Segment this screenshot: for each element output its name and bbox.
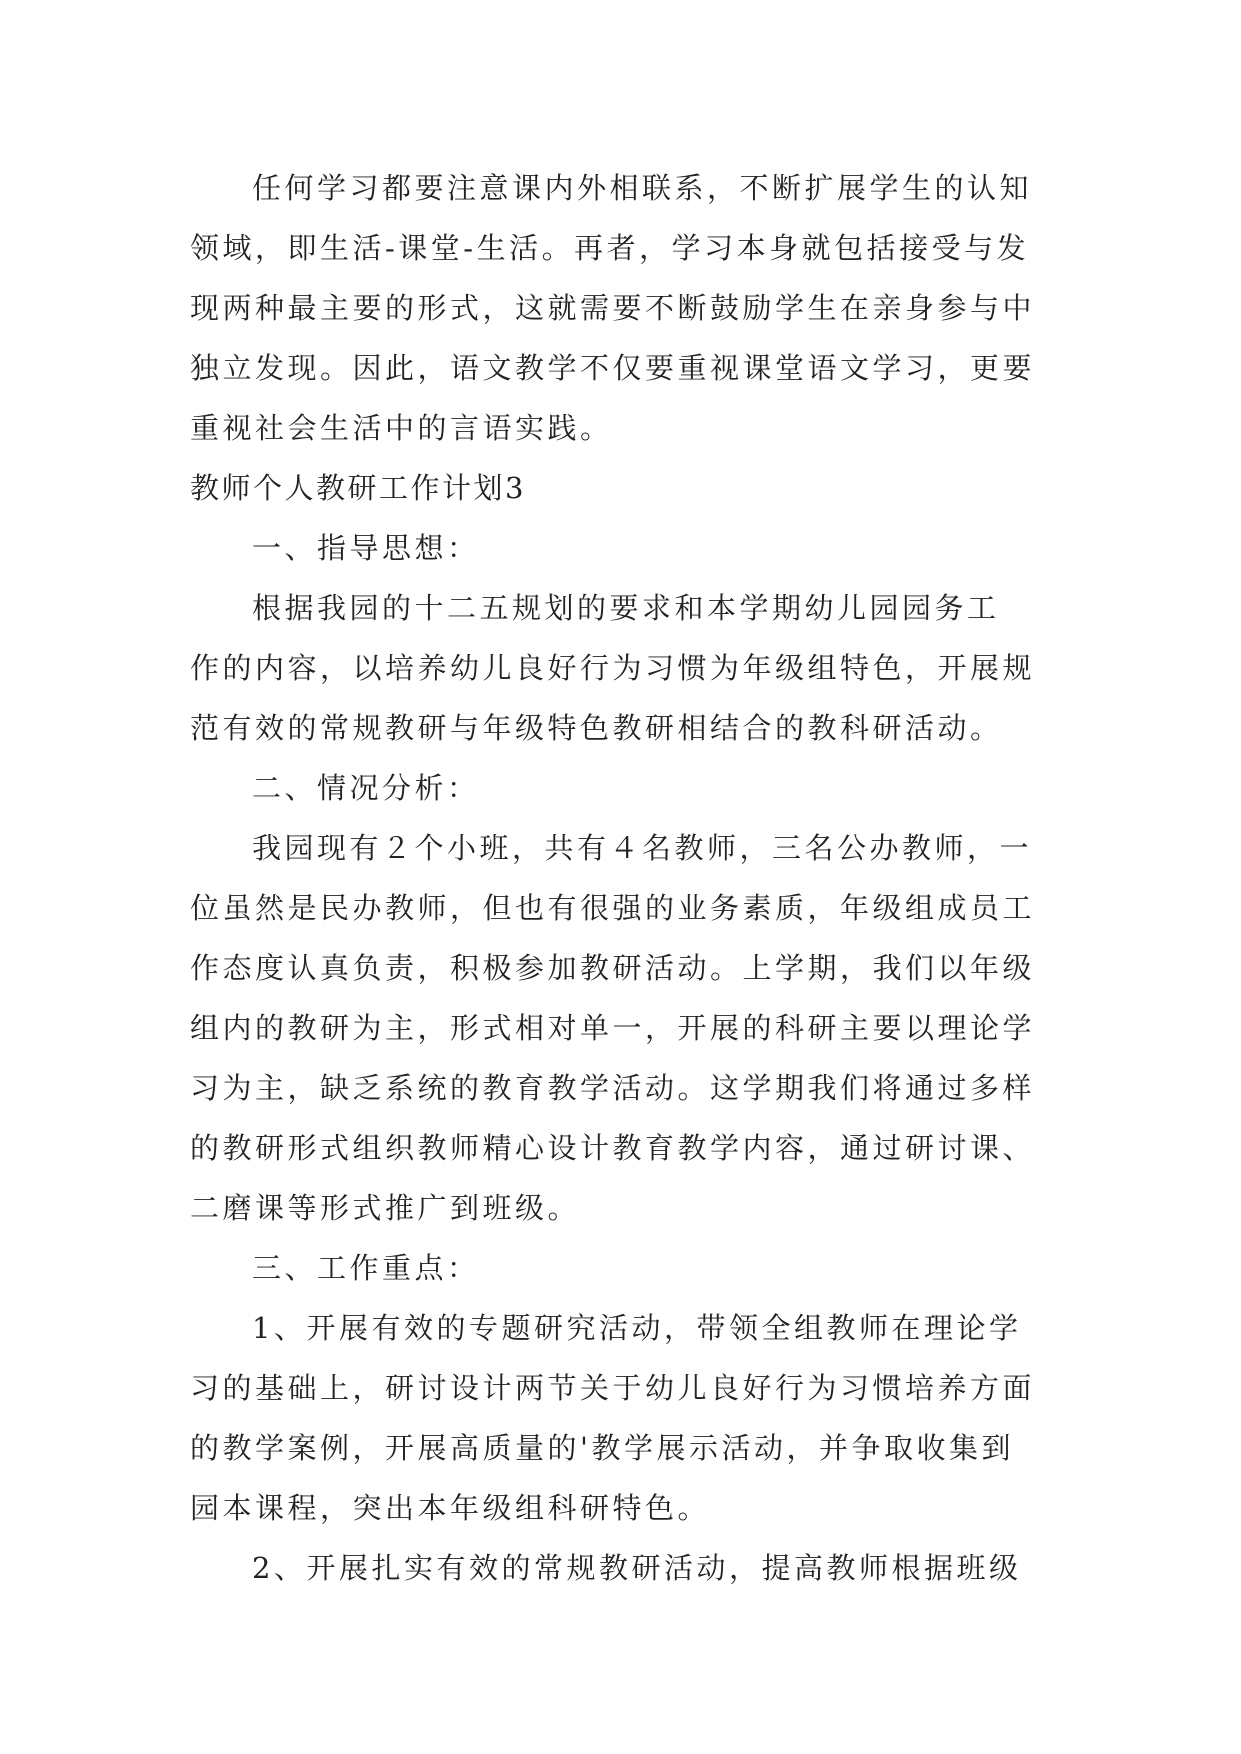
paragraph-line: 园本课程，突出本年级组科研特色。	[190, 1491, 711, 1525]
paragraph-line: 的教学案例，开展高质量的'教学展示活动，并争取收集到	[190, 1431, 1014, 1465]
paragraph-line: 1、开展有效的专题研究活动，带领全组教师在理论学	[252, 1311, 1022, 1345]
paragraph-line: 范有效的常规教研与年级特色教研相结合的教科研活动。	[190, 711, 1003, 745]
paragraph-line: 的教研形式组织教师精心设计教育教学内容，通过研讨课、	[190, 1131, 1036, 1165]
paragraph-line: 根据我园的十二五规划的要求和本学期幼儿园园务工	[252, 591, 1000, 625]
document-body	[190, 158, 1050, 1598]
paragraph-line: 组内的教研为主，形式相对单一，开展的科研主要以理论学	[190, 1011, 1036, 1045]
paragraph-line: 独立发现。因此，语文教学不仅要重视课堂语文学习，更要	[190, 351, 1036, 385]
paragraph-line: 2、开展扎实有效的常规教研活动，提高教师根据班级	[252, 1551, 1022, 1585]
paragraph-line: 二磨课等形式推广到班级。	[190, 1191, 581, 1225]
paragraph-line: 作的内容，以培养幼儿良好行为习惯为年级组特色，开展规	[190, 651, 1036, 685]
paragraph-line: 作态度认真负责，积极参加教研活动。上学期，我们以年级	[190, 951, 1036, 985]
paragraph-line: 我园现有２个小班，共有４名教师，三名公办教师，一	[252, 831, 1033, 865]
paragraph-line: 任何学习都要注意课内外相联系，不断扩展学生的认知	[252, 171, 1033, 205]
paragraph-line: 现两种最主要的形式，这就需要不断鼓励学生在亲身参与中	[190, 291, 1036, 325]
paragraph-line: 领域，即生活-课堂-生活。再者，学习本身就包括接受与发	[190, 231, 1030, 265]
paragraph-line: 重视社会生活中的言语实践。	[190, 411, 613, 445]
section-heading: 三、工作重点：	[252, 1251, 480, 1285]
section-title: 教师个人教研工作计划3	[190, 471, 526, 505]
paragraph-line: 习为主，缺乏系统的教育教学活动。这学期我们将通过多样	[190, 1071, 1036, 1105]
paragraph-line: 位虽然是民办教师，但也有很强的业务素质，年级组成员工	[190, 891, 1036, 925]
section-heading: 一、指导思想：	[252, 531, 480, 565]
section-heading: 二、情况分析：	[252, 771, 480, 805]
paragraph-line: 习的基础上，研讨设计两节关于幼儿良好行为习惯培养方面	[190, 1371, 1036, 1405]
